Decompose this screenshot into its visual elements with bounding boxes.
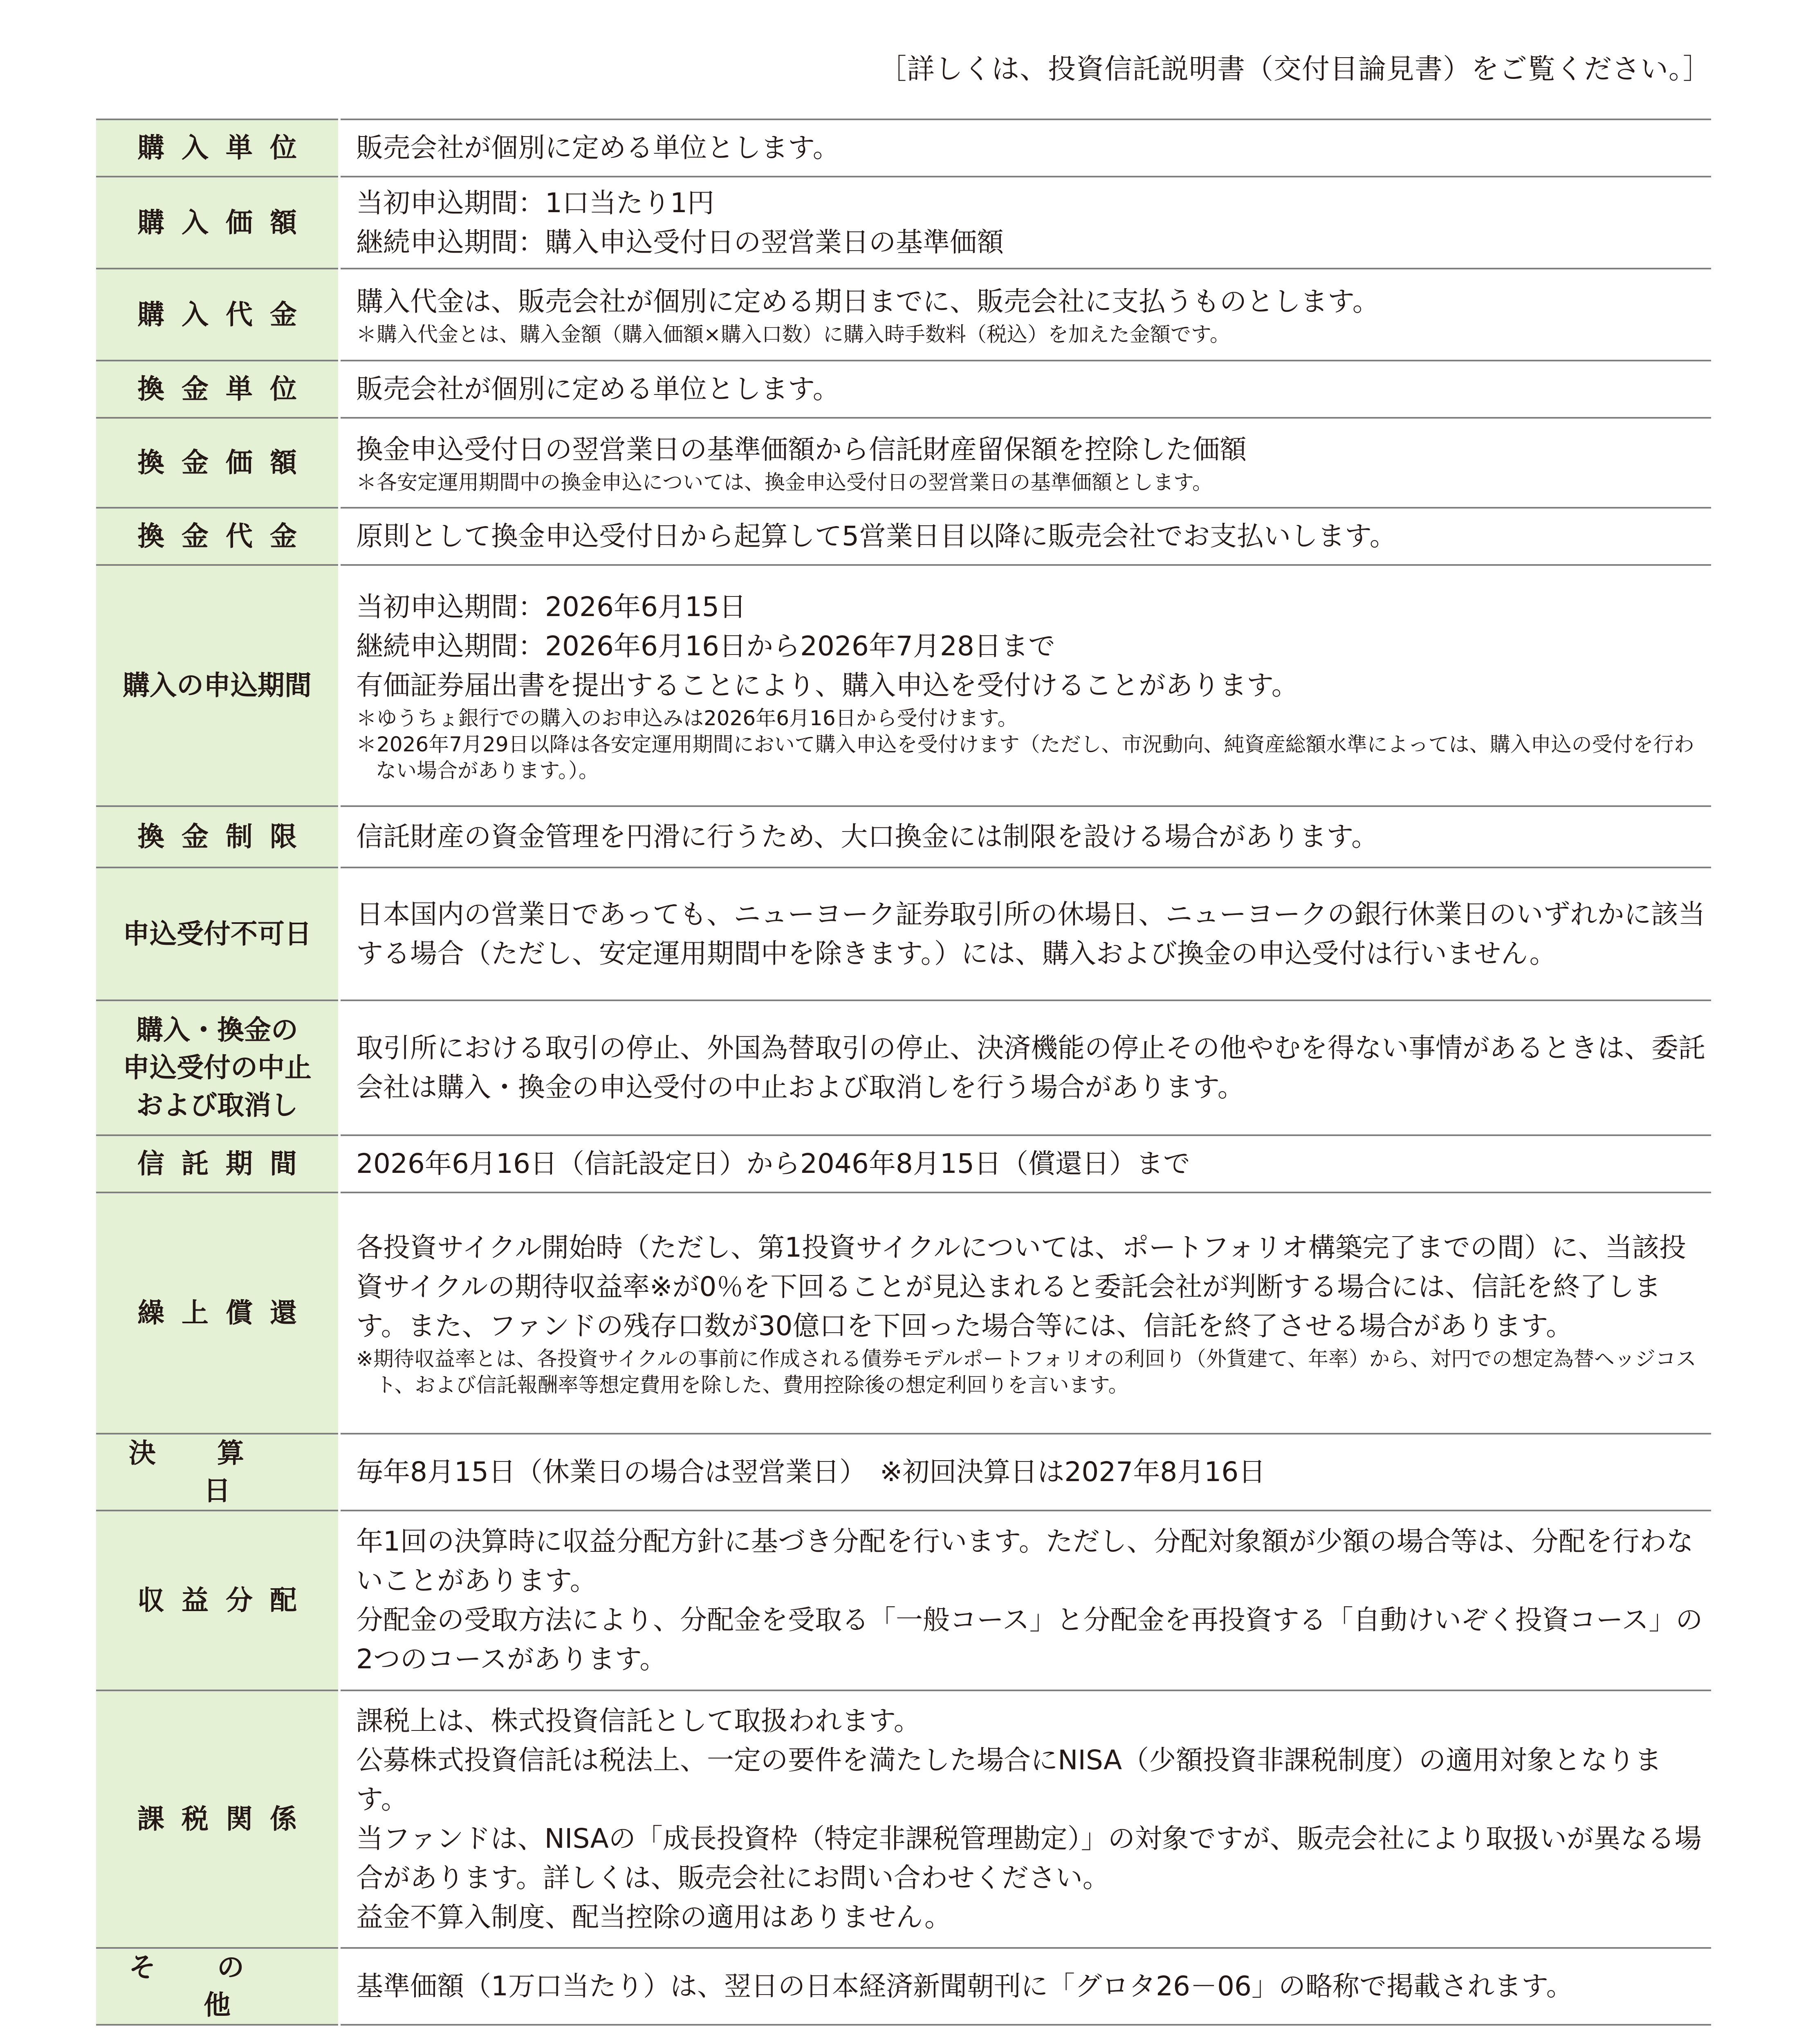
content-line: 当初申込期間：1口当たり1円	[356, 187, 714, 219]
table-row	[96, 1948, 1711, 2025]
row-content	[339, 361, 1711, 418]
row-label-text: 換金単位	[137, 373, 314, 405]
content-line: 公募株式投資信託は税法上、一定の要件を満たした場合にNISA（少額投資非課税制度）の適用対象となります。	[356, 1744, 1662, 1815]
row-label	[96, 1511, 339, 1690]
content-line: 当ファンドは、NISAの「成長投資枠（特定非課税管理勘定）」の対象ですが、販売会社により取扱いが異なる場合があります。詳しくは、販売会社にお問い合わせください。	[356, 1823, 1702, 1894]
row-label-text: 収益分配	[137, 1585, 314, 1616]
fund-terms-table	[96, 119, 1711, 2026]
row-content	[339, 806, 1711, 867]
row-content	[339, 1135, 1711, 1192]
footnote: ※期待収益率とは、各投資サイクルの事前に作成される債券モデルポートフォリオの利回り（外貨建て、年率）から、対円での想定為替ヘッジコスト、および信託報酬率等想定費用を除した、費用控除後の想定利回りを言います。	[356, 1347, 1696, 1397]
footnote: ＊2026年7月29日以降は各安定運用期間において購入申込を受付けます（ただし、市況動向、純資産総額水準によっては、購入申込の受付を行わない場合があります。）。	[356, 733, 1694, 782]
row-label	[96, 565, 339, 806]
content-line: 有価証券届出書を提出することにより、購入申込を受付けることがあります。	[356, 670, 1299, 701]
row-content	[339, 269, 1711, 361]
content-line: 購入代金は、販売会社が個別に定める期日までに、販売会社に支払うものとします。	[356, 285, 1380, 317]
row-label-text: 信託期間	[137, 1148, 314, 1179]
content-line: 2026年6月16日（信託設定日）から2046年8月15日（償還日）まで	[356, 1148, 1190, 1179]
row-label	[96, 1434, 339, 1511]
row-label-line: 申込受付の中止	[123, 1052, 312, 1083]
row-label	[96, 177, 339, 269]
table-row	[96, 1511, 1711, 1690]
row-label	[96, 418, 339, 508]
row-label-text: 換金価額	[137, 447, 314, 478]
content-line: 信託財産の資金管理を円滑に行うため、大口換金には制限を設ける場合があります。	[356, 821, 1379, 852]
table-row	[96, 269, 1711, 361]
footnote: ＊ゆうちょ銀行での購入のお申込みは2026年6月16日から受付けます。	[356, 706, 1018, 730]
row-label-line: 購入・換金の	[136, 1014, 298, 1046]
table-row	[96, 867, 1711, 1000]
row-content	[339, 867, 1711, 1000]
row-label	[96, 119, 339, 177]
row-content	[339, 1690, 1711, 1948]
content-line: 毎年8月15日（休業日の場合は翌営業日） ※初回決算日は2027年8月16日	[356, 1456, 1266, 1488]
content-line: 原則として換金申込受付日から起算して5営業日目以降に販売会社でお支払いします。	[356, 520, 1397, 552]
row-label	[96, 1192, 339, 1434]
row-label	[96, 508, 339, 565]
row-label	[96, 361, 339, 418]
row-content	[339, 1511, 1711, 1690]
row-content	[339, 565, 1711, 806]
row-label	[96, 867, 339, 1000]
content-line: 販売会社が個別に定める単位とします。	[356, 132, 840, 164]
row-label	[96, 1948, 339, 2025]
table-row	[96, 1135, 1711, 1192]
row-content	[339, 508, 1711, 565]
row-label-line: および取消し	[136, 1089, 298, 1121]
row-label	[96, 1690, 339, 1948]
table-row	[96, 565, 1711, 806]
content-line: 当初申込期間：2026年6月15日	[356, 591, 746, 623]
table-row	[96, 806, 1711, 867]
row-label	[96, 1000, 339, 1135]
content-line: 継続申込期間：2026年6月16日から2026年7月28日まで	[356, 630, 1055, 662]
row-content	[339, 1192, 1711, 1434]
row-label	[96, 269, 339, 361]
row-label-text: その他	[129, 1952, 305, 2021]
row-label-text: 購入価額	[137, 206, 314, 238]
row-label-text: 購入代金	[137, 298, 314, 330]
table-row	[96, 508, 1711, 565]
row-label	[96, 1135, 339, 1192]
row-label-text: 換金代金	[137, 520, 314, 552]
table-row	[96, 177, 1711, 269]
reference-note: ［詳しくは、投資信託説明書（交付目論見書）をご覧ください。］	[878, 53, 1711, 85]
row-label-text: 課税関係	[137, 1803, 314, 1835]
row-content	[339, 1434, 1711, 1511]
table-row	[96, 418, 1711, 508]
content-line: 継続申込期間：購入申込受付日の翌営業日の基準価額	[356, 226, 1004, 258]
footnote: ＊各安定運用期間中の換金申込については、換金申込受付日の翌営業日の基準価額とします。	[356, 471, 1213, 494]
fund-summary-document	[96, 49, 1711, 2026]
content-line: 各投資サイクル開始時（ただし、第1投資サイクルについては、ポートフォリオ構築完了までの間）に、当該投資サイクルの期待収益率※が0％を下回ることが見込まれると委託会社が判断する場合には、信託を終了します。また、ファンドの残存口数が30億口を下回った場合等には、信託を終了させる場合があります。	[356, 1232, 1686, 1342]
row-content	[339, 1948, 1711, 2025]
content-line: 日本国内の営業日であっても、ニューヨーク証券取引所の休場日、ニューヨークの銀行休業日のいずれかに該当する場合（ただし、安定運用期間中を除きます。）には、購入および換金の申込受付は行いません。	[356, 898, 1705, 969]
row-label-text: 購入の申込期間	[123, 670, 312, 701]
row-content	[339, 1000, 1711, 1135]
content-line: 益金不算入制度、配当控除の適用はありません。	[356, 1901, 951, 1933]
row-content	[339, 177, 1711, 269]
row-content	[339, 119, 1711, 177]
table-row	[96, 1192, 1711, 1434]
content-line: 販売会社が個別に定める単位とします。	[356, 373, 840, 405]
row-label	[96, 806, 339, 867]
content-line: 基準価額（1万口当たり）は、翌日の日本経済新聞朝刊に「グロタ26－06」の略称で掲載されます。	[356, 1970, 1573, 2002]
row-label-text: 申込受付不可日	[123, 918, 312, 950]
row-label-text: 購入単位	[137, 132, 314, 164]
table-row	[96, 1690, 1711, 1948]
table-row	[96, 1434, 1711, 1511]
content-line: 換金申込受付日の翌営業日の基準価額から信託財産留保額を控除した価額	[356, 434, 1247, 465]
content-line: 分配金の受取方法により、分配金を受取る「一般コース」と分配金を再投資する「自動けいぞく投資コース」の2つのコースがあります。	[356, 1604, 1703, 1675]
row-label-text: 換金制限	[137, 821, 314, 852]
row-label-text: 繰上償還	[137, 1297, 314, 1329]
table-row	[96, 361, 1711, 418]
row-label-text: 決算日	[129, 1437, 305, 1506]
content-line: 課税上は、株式投資信託として取扱われます。	[356, 1705, 921, 1737]
table-row	[96, 1000, 1711, 1135]
table-row	[96, 119, 1711, 177]
row-content	[339, 418, 1711, 508]
footnote: ＊購入代金とは、購入金額（購入価額×購入口数）に購入時手数料（税込）を加えた金額です。	[356, 322, 1230, 346]
content-line: 年1回の決算時に収益分配方針に基づき分配を行います。ただし、分配対象額が少額の場合等は、分配を行わないことがあります。	[356, 1526, 1694, 1596]
content-line: 取引所における取引の停止、外国為替取引の停止、決済機能の停止その他やむを得ない事情があるときは、委託会社は購入・換金の申込受付の中止および取消しを行う場合があります。	[356, 1032, 1705, 1103]
